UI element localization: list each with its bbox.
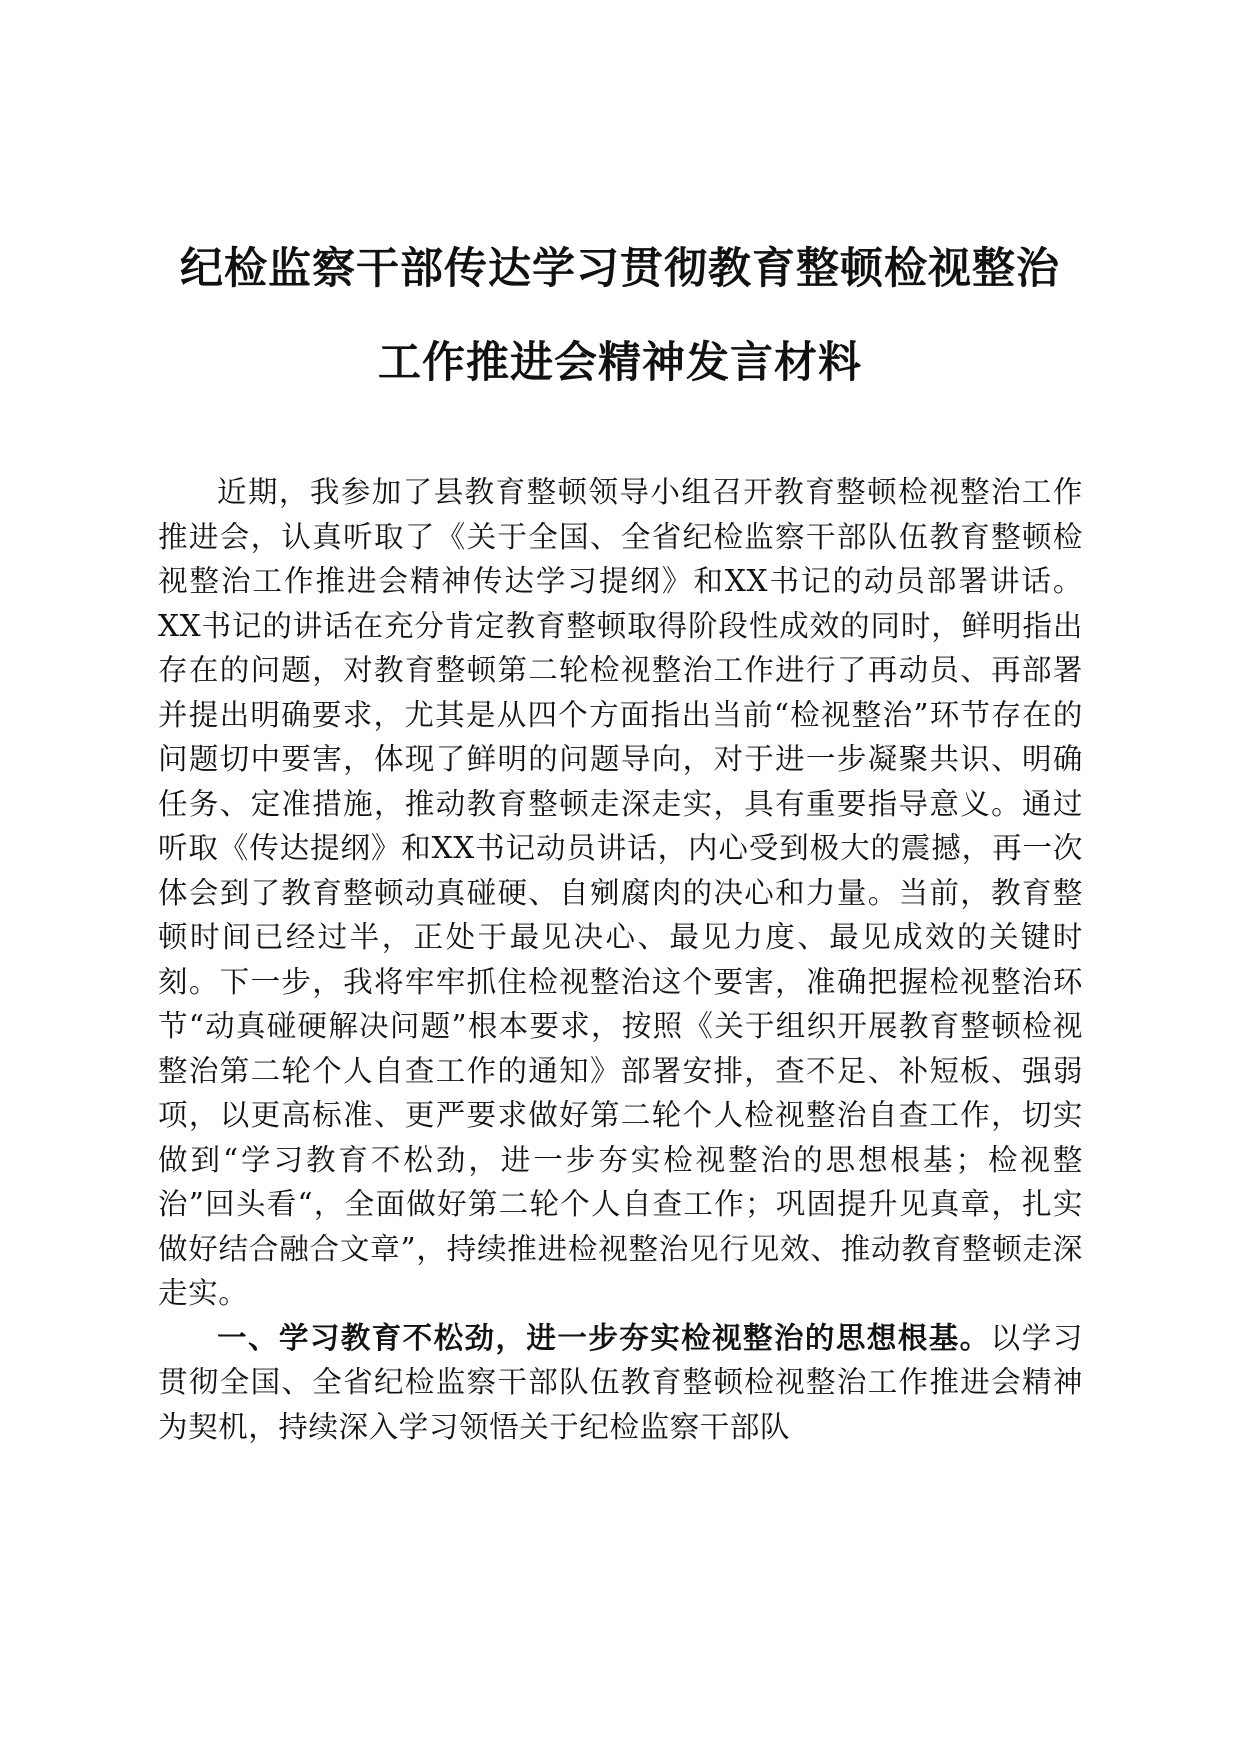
section-1-text: 以学习贯彻全国、全省纪检监察干部队伍教育整顿检视整治工作推进会精神为契机，持续深入学习领悟关于纪检监察干部队	[158, 1320, 1083, 1444]
document-title	[150, 222, 1090, 410]
section-1-heading: 一、学习教育不松劲，进一步夯实检视整治的思想根基。	[217, 1320, 991, 1355]
title-line-2: 工作推进会精神发言材料	[378, 338, 862, 388]
paragraph-intro: 近期，我参加了县教育整顿领导小组召开教育整顿检视整治工作推进会，认真听取了《关于全国、全省纪检监察干部队伍教育整顿检视整治工作推进会精神传达学习提纲》和XX书记的动员部署讲话。XX书记的讲话在充分肯定教育整顿取得阶段性成效的同时，鲜明指出存在的问题，对教育整顿第二轮检视整治工作进行了再动员、再部署并提出明确要求，尤其是从四个方面指出当前“检视整治”环节存在的问题切中要害，体现了鲜明的问题导向，对于进一步凝聚共识、明确任务、定准措施，推动教育整顿走深走实，具有重要指导意义。通过听取《传达提纲》和XX书记动员讲话，内心受到极大的震撼，再一次体会到了教育整顿动真碰硬、自剜腐肉的决心和力量。当前，教育整顿时间已经过半，正处于最见决心、最见力度、最见成效的关键时刻。下一步，我将牢牢抓住检视整治这个要害，准确把握检视整治环节“动真碰硬解决问题”根本要求，按照《关于组织开展教育整顿检视整治第二轮个人自查工作的通知》部署安排，查不足、补短板、强弱项，以更高标准、更严要求做好第二轮个人检视整治自查工作，切实做到“学习教育不松劲，进一步夯实检视整治的思想根基；检视整治”回头看“，全面做好第二轮个人自查工作；巩固提升见真章，扎实做好结合融合文章”，持续推进检视整治见行见效、推动教育整顿走深走实。	[158, 475, 1083, 1310]
paragraph-section-1	[158, 1316, 1083, 1450]
title-line-1: 纪检监察干部传达学习贯彻教育整顿检视整治	[180, 244, 1060, 294]
document-body	[158, 470, 1083, 1449]
